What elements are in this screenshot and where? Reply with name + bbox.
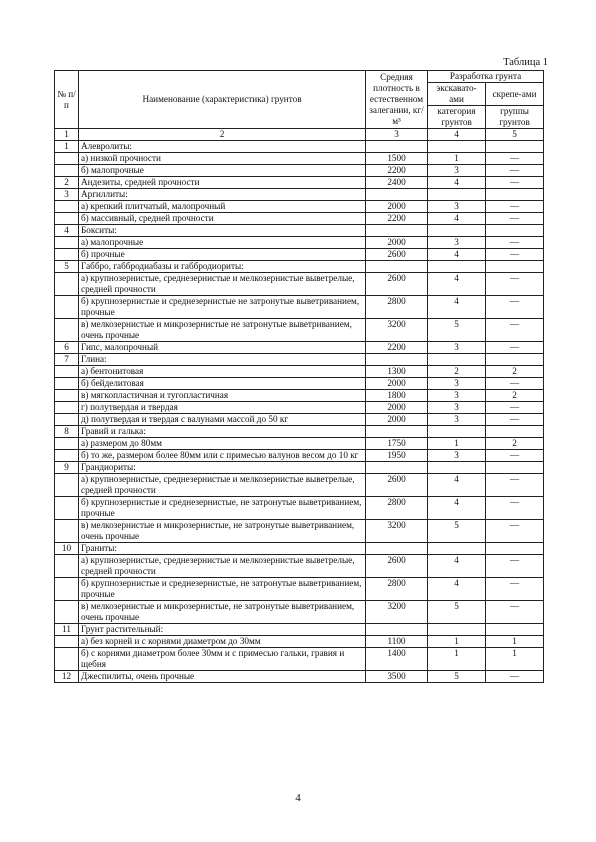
table-row xyxy=(55,201,544,213)
table-row xyxy=(55,462,544,474)
scraper-group xyxy=(486,354,544,366)
excavator-category: 4 xyxy=(428,213,486,225)
density-value: 1400 xyxy=(366,648,428,671)
table-row xyxy=(55,296,544,319)
density-value: 1100 xyxy=(366,636,428,648)
soil-name: Джеспилиты, очень прочные xyxy=(79,671,366,683)
row-number xyxy=(55,273,79,296)
density-value xyxy=(366,225,428,237)
excavator-category: 5 xyxy=(428,601,486,624)
density-value: 1800 xyxy=(366,390,428,402)
table-caption: Таблица 1 xyxy=(503,57,548,68)
page-number: 4 xyxy=(295,792,301,804)
scraper-group: — xyxy=(486,201,544,213)
row-number xyxy=(55,414,79,426)
row-number xyxy=(55,601,79,624)
header-development: Разработка грунта xyxy=(428,71,544,83)
excavator-category: 3 xyxy=(428,342,486,354)
scraper-group xyxy=(486,261,544,273)
density-value: 2200 xyxy=(366,213,428,225)
density-value xyxy=(366,354,428,366)
row-number: 5 xyxy=(55,261,79,273)
row-number xyxy=(55,520,79,543)
soil-name: а) крепкий плитчатый, малопрочный xyxy=(79,201,366,213)
density-value: 2200 xyxy=(366,165,428,177)
soil-name: г) полутвердая и твердая xyxy=(79,402,366,414)
scraper-group: — xyxy=(486,474,544,497)
soil-name: Алевролиты: xyxy=(79,141,366,153)
row-number: 6 xyxy=(55,342,79,354)
density-value: 2200 xyxy=(366,342,428,354)
table-row xyxy=(55,497,544,520)
density-value xyxy=(366,426,428,438)
density-value xyxy=(366,543,428,555)
density-value: 2400 xyxy=(366,177,428,189)
header-density: Средняя плотность в естественном залегании, кг/м³ xyxy=(366,71,428,129)
scraper-group: — xyxy=(486,165,544,177)
table-row xyxy=(55,189,544,201)
soil-name: в) мягкопластичная и тугопластичная xyxy=(79,390,366,402)
excavator-category xyxy=(428,261,486,273)
table-row xyxy=(55,624,544,636)
table-row xyxy=(55,319,544,342)
table-row xyxy=(55,414,544,426)
table-row xyxy=(55,474,544,497)
row-number xyxy=(55,390,79,402)
table-row xyxy=(55,636,544,648)
table-row xyxy=(55,249,544,261)
scraper-group: 2 xyxy=(486,366,544,378)
scraper-group xyxy=(486,426,544,438)
table-row xyxy=(55,342,544,354)
soil-name: Грандиориты: xyxy=(79,462,366,474)
density-value: 2600 xyxy=(366,273,428,296)
table-row xyxy=(55,225,544,237)
density-value: 1500 xyxy=(366,153,428,165)
row-number xyxy=(55,450,79,462)
soil-table xyxy=(54,70,544,683)
excavator-category: 1 xyxy=(428,636,486,648)
excavator-category: 5 xyxy=(428,319,486,342)
scraper-group: — xyxy=(486,497,544,520)
scraper-group: 2 xyxy=(486,390,544,402)
table-row xyxy=(55,426,544,438)
row-number xyxy=(55,402,79,414)
excavator-category xyxy=(428,426,486,438)
table-row xyxy=(55,543,544,555)
row-number: 3 xyxy=(55,189,79,201)
excavator-category: 3 xyxy=(428,414,486,426)
density-value xyxy=(366,189,428,201)
soil-name: б) то же, размером более 80мм или с примесью валунов весом до 10 кг xyxy=(79,450,366,462)
excavator-category xyxy=(428,141,486,153)
row-number xyxy=(55,378,79,390)
excavator-category: 3 xyxy=(428,201,486,213)
excavator-category: 4 xyxy=(428,273,486,296)
soil-name: а) размером до 80мм xyxy=(79,438,366,450)
row-number xyxy=(55,497,79,520)
scraper-group: — xyxy=(486,342,544,354)
soil-name: а) бентонитовая xyxy=(79,366,366,378)
scraper-group: — xyxy=(486,153,544,165)
soil-name: д) полутвердая и твердая с валунами массой до 50 кг xyxy=(79,414,366,426)
row-number xyxy=(55,201,79,213)
row-number: 10 xyxy=(55,543,79,555)
excavator-category: 4 xyxy=(428,497,486,520)
excavator-category xyxy=(428,624,486,636)
soil-name: а) малопрочные xyxy=(79,237,366,249)
density-value: 2000 xyxy=(366,201,428,213)
excavator-category xyxy=(428,225,486,237)
row-number xyxy=(55,319,79,342)
soil-name: а) крупнозернистые, среднезернистые и мелкозернистые выветрелые, средней прочности xyxy=(79,474,366,497)
scraper-group: — xyxy=(486,273,544,296)
soil-name: Андезиты, средней прочности xyxy=(79,177,366,189)
density-value: 3200 xyxy=(366,319,428,342)
density-value xyxy=(366,624,428,636)
header-scraper-group: группы грунтов xyxy=(486,106,544,129)
row-number xyxy=(55,636,79,648)
header-excavator-category: категория грунтов xyxy=(428,106,486,129)
row-number: 9 xyxy=(55,462,79,474)
row-number: 2 xyxy=(55,177,79,189)
scraper-group: — xyxy=(486,601,544,624)
scraper-group: — xyxy=(486,414,544,426)
row-number xyxy=(55,213,79,225)
excavator-category: 4 xyxy=(428,177,486,189)
excavator-category: 4 xyxy=(428,555,486,578)
scraper-group: — xyxy=(486,249,544,261)
scraper-group xyxy=(486,225,544,237)
scraper-group xyxy=(486,624,544,636)
scraper-group: — xyxy=(486,520,544,543)
soil-name: Аргиллиты: xyxy=(79,189,366,201)
row-number xyxy=(55,296,79,319)
row-number xyxy=(55,648,79,671)
row-number xyxy=(55,578,79,601)
density-value: 1300 xyxy=(366,366,428,378)
excavator-category: 3 xyxy=(428,237,486,249)
excavator-category: 3 xyxy=(428,402,486,414)
row-number: 4 xyxy=(55,225,79,237)
table-row xyxy=(55,648,544,671)
excavator-category: 3 xyxy=(428,450,486,462)
row-number: 1 xyxy=(55,141,79,153)
density-value xyxy=(366,141,428,153)
density-value: 2800 xyxy=(366,296,428,319)
excavator-category: 3 xyxy=(428,390,486,402)
table-row xyxy=(55,671,544,683)
excavator-category: 4 xyxy=(428,578,486,601)
density-value: 2600 xyxy=(366,249,428,261)
density-value xyxy=(366,261,428,273)
density-value: 2800 xyxy=(366,497,428,520)
density-value xyxy=(366,462,428,474)
excavator-category: 1 xyxy=(428,153,486,165)
scraper-group xyxy=(486,189,544,201)
excavator-category: 4 xyxy=(428,296,486,319)
soil-name: Бокситы: xyxy=(79,225,366,237)
header-name: Наименование (характеристика) грунтов xyxy=(79,71,366,129)
soil-name: Гравий и галька: xyxy=(79,426,366,438)
table-row xyxy=(55,177,544,189)
table-row xyxy=(55,354,544,366)
column-number: 1 xyxy=(55,129,79,141)
table-row xyxy=(55,578,544,601)
excavator-category xyxy=(428,354,486,366)
table-row xyxy=(55,520,544,543)
scraper-group: — xyxy=(486,555,544,578)
density-value: 1750 xyxy=(366,438,428,450)
table-row xyxy=(55,438,544,450)
scraper-group: 1 xyxy=(486,636,544,648)
soil-name: Габбро, габбродиабазы и габбродиориты: xyxy=(79,261,366,273)
scraper-group: 1 xyxy=(486,648,544,671)
excavator-category xyxy=(428,189,486,201)
table-row xyxy=(55,141,544,153)
row-number xyxy=(55,474,79,497)
excavator-category xyxy=(428,543,486,555)
excavator-category: 4 xyxy=(428,474,486,497)
table-row xyxy=(55,213,544,225)
density-value: 3500 xyxy=(366,671,428,683)
column-number: 2 xyxy=(79,129,366,141)
row-number xyxy=(55,153,79,165)
table-row xyxy=(55,378,544,390)
soil-name: б) прочные xyxy=(79,249,366,261)
scraper-group: 2 xyxy=(486,438,544,450)
scraper-group xyxy=(486,462,544,474)
density-value: 2000 xyxy=(366,378,428,390)
excavator-category xyxy=(428,462,486,474)
density-value: 1950 xyxy=(366,450,428,462)
density-value: 2000 xyxy=(366,237,428,249)
row-number xyxy=(55,555,79,578)
scraper-group xyxy=(486,543,544,555)
scraper-group: — xyxy=(486,402,544,414)
scraper-group: — xyxy=(486,671,544,683)
scraper-group: — xyxy=(486,213,544,225)
excavator-category: 1 xyxy=(428,648,486,671)
column-numbers-row xyxy=(55,129,544,141)
scraper-group: — xyxy=(486,578,544,601)
soil-name: в) мелкозернистые и микрозернистые, не затронутые выветриванием, очень прочные xyxy=(79,601,366,624)
excavator-category: 1 xyxy=(428,438,486,450)
excavator-category: 5 xyxy=(428,520,486,543)
row-number xyxy=(55,438,79,450)
table-row xyxy=(55,153,544,165)
density-value: 3200 xyxy=(366,520,428,543)
density-value: 2000 xyxy=(366,414,428,426)
excavator-category: 2 xyxy=(428,366,486,378)
row-number xyxy=(55,237,79,249)
table-row xyxy=(55,165,544,177)
table-row xyxy=(55,261,544,273)
scraper-group: — xyxy=(486,319,544,342)
scraper-group: — xyxy=(486,296,544,319)
density-value: 2000 xyxy=(366,402,428,414)
column-number: 5 xyxy=(486,129,544,141)
soil-name: б) массивный, средней прочности xyxy=(79,213,366,225)
soil-name: б) бейделитовая xyxy=(79,378,366,390)
header-scraper: скрепе-ами xyxy=(486,83,544,106)
soil-name: б) крупнозернистые и среднезернистые не затронутые выветриванием, прочные xyxy=(79,296,366,319)
column-number: 4 xyxy=(428,129,486,141)
soil-name: а) без корней и с корнями диаметром до 30мм xyxy=(79,636,366,648)
scraper-group: — xyxy=(486,450,544,462)
excavator-category: 5 xyxy=(428,671,486,683)
scraper-group: — xyxy=(486,177,544,189)
excavator-category: 3 xyxy=(428,165,486,177)
soil-name: б) крупнозернистые и среднезернистые, не затронутые выветриванием, прочные xyxy=(79,578,366,601)
soil-name: Граниты: xyxy=(79,543,366,555)
row-number: 11 xyxy=(55,624,79,636)
soil-name: а) низкой прочности xyxy=(79,153,366,165)
soil-name: а) крупнозернистые, среднезернистые и мелкозернистые выветрелые, средней прочности xyxy=(79,555,366,578)
soil-name: б) с корнями диаметром более 30мм и с примесью гальки, гравия и щебня xyxy=(79,648,366,671)
table-row xyxy=(55,450,544,462)
soil-name: в) мелкозернистые и микрозернистые, не затронутые выветриванием, очень прочные xyxy=(79,520,366,543)
soil-name: Глина: xyxy=(79,354,366,366)
table-row xyxy=(55,402,544,414)
soil-name: Грунт растительный: xyxy=(79,624,366,636)
soil-name: Гипс, малопрочный xyxy=(79,342,366,354)
soil-name: в) мелкозернистые и микрозернистые не затронутые выветриванием, очень прочные xyxy=(79,319,366,342)
table-row xyxy=(55,366,544,378)
soil-name: б) крупнозернистые и среднезернистые, не затронутые выветриванием, прочные xyxy=(79,497,366,520)
scraper-group xyxy=(486,141,544,153)
density-value: 2600 xyxy=(366,474,428,497)
row-number: 7 xyxy=(55,354,79,366)
density-value: 2800 xyxy=(366,578,428,601)
table-row xyxy=(55,601,544,624)
table-row xyxy=(55,555,544,578)
excavator-category: 3 xyxy=(428,378,486,390)
soil-name: б) малопрочные xyxy=(79,165,366,177)
table-row xyxy=(55,273,544,296)
row-number xyxy=(55,366,79,378)
header-excavator: экскавато-ами xyxy=(428,83,486,106)
column-number: 3 xyxy=(366,129,428,141)
table-row xyxy=(55,390,544,402)
scraper-group: — xyxy=(486,237,544,249)
soil-name: а) крупнозернистые, среднезернистые и мелкозернистые выветрелые, средней прочности xyxy=(79,273,366,296)
density-value: 2600 xyxy=(366,555,428,578)
header-num: № п/п xyxy=(55,71,79,129)
row-number xyxy=(55,249,79,261)
table-row xyxy=(55,237,544,249)
scraper-group: — xyxy=(486,378,544,390)
density-value: 3200 xyxy=(366,601,428,624)
excavator-category: 4 xyxy=(428,249,486,261)
row-number xyxy=(55,165,79,177)
row-number: 8 xyxy=(55,426,79,438)
row-number: 12 xyxy=(55,671,79,683)
